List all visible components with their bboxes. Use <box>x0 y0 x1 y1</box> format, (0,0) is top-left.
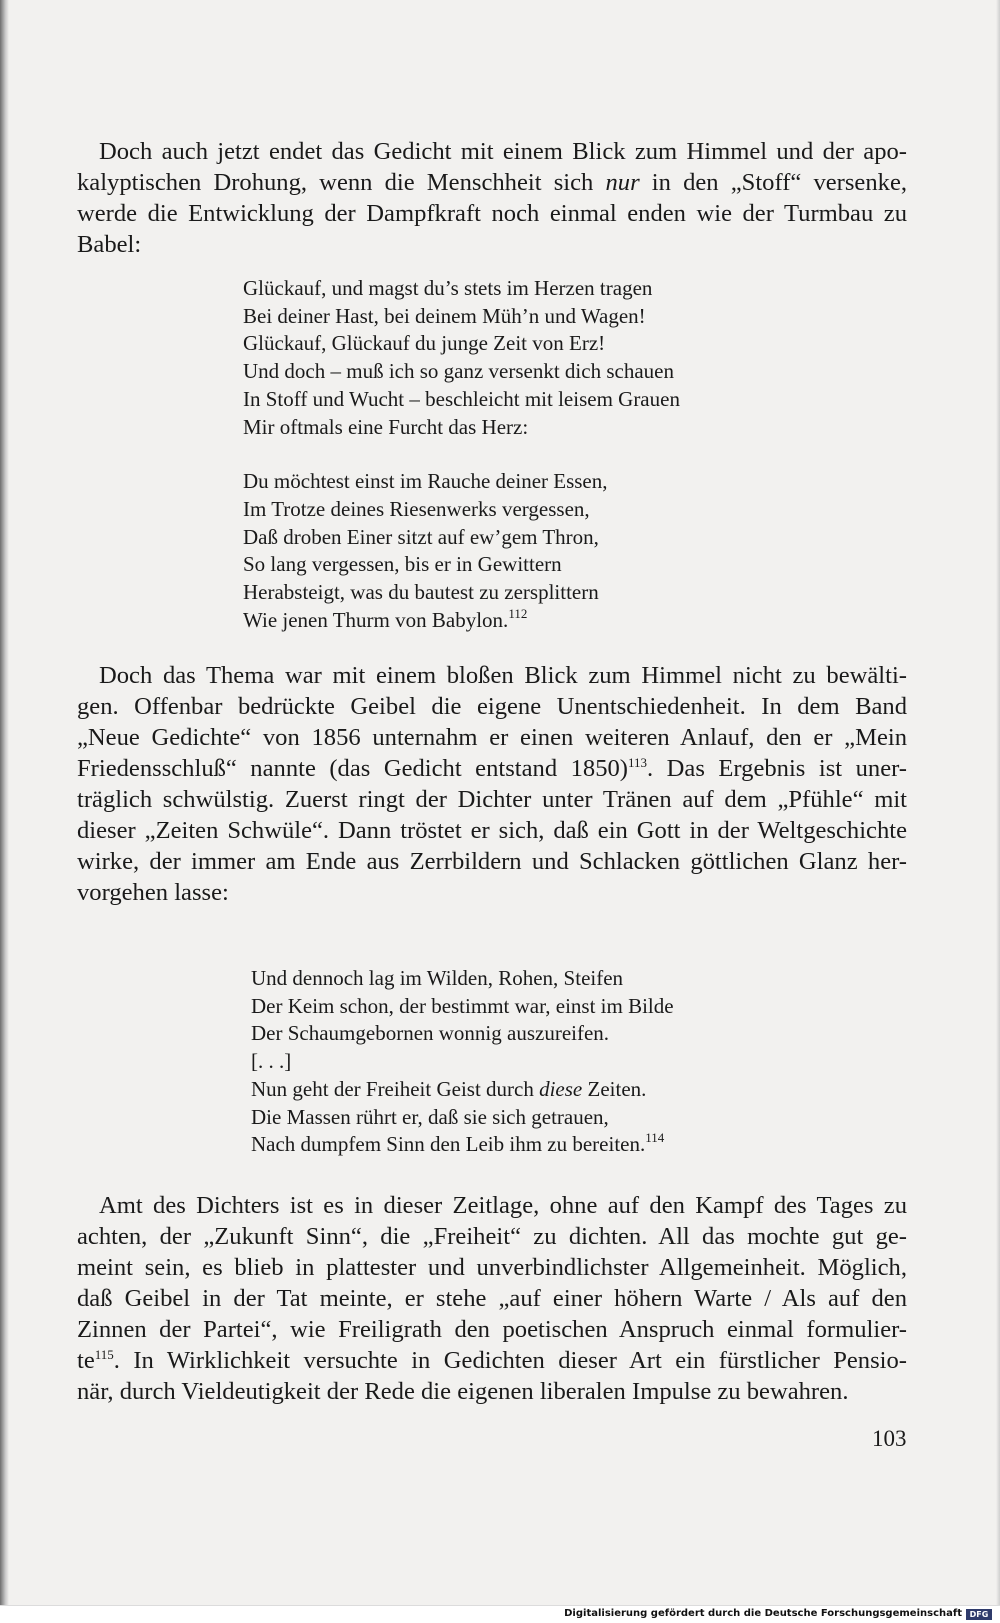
verse-line: Mir oftmals eine Furcht das Herz: <box>243 414 529 439</box>
verse-quote-1 <box>243 275 680 634</box>
paragraph-2 <box>77 660 907 908</box>
verse-line: Bei deiner Hast, bei deinem Müh’n und Wagen! <box>243 303 646 328</box>
footnote-ref: 115 <box>94 1347 114 1362</box>
text-line: Zinnen der Partei“, wie Freiligrath den poetischen Anspruch einmal formulier- <box>77 1316 907 1343</box>
text-line: meint sein, es blieb in plattester und unverbindlichster Allgemeinheit. Möglich, <box>77 1254 907 1281</box>
text-line: daß Geibel in der Tat meinte, er stehe „auf einer höhern Warte / Als auf den <box>77 1285 907 1312</box>
text-line: achten, der „Zukunft Sinn“, die „Freiheit“ zu dichten. All das mochte gut ge- <box>77 1223 907 1250</box>
text-line: Friedensschluß“ nannte (das Gedicht entstand 1850)$^{113}$. Das Ergebnis ist uner- <box>77 755 907 782</box>
text-line: Babel: <box>77 231 142 258</box>
verse-line: Herabsteigt, was du bautest zu zersplittern <box>243 580 599 605</box>
verse-line: Im Trotze deines Riesenwerks vergessen, <box>243 496 590 521</box>
text-line: när, durch Vieldeutigkeit der Rede die eigenen liberalen Impulse zu bewahren. <box>77 1378 849 1405</box>
text-line: Doch das Thema war mit einem bloßen Blick zum Himmel nicht zu bewälti- <box>99 662 907 689</box>
verse-quote-2 <box>251 965 674 1159</box>
verse-line: Glückauf, Glückauf du junge Zeit von Erz! <box>243 331 606 356</box>
verse-ellipsis: [. . .] <box>251 1049 292 1074</box>
verse-line: Der Schaumgebornen wonnig auszureifen. <box>251 1021 610 1046</box>
italic-word: nur <box>605 169 640 196</box>
verse-line: Die Massen rührt er, daß sie sich getrauen, <box>251 1104 609 1129</box>
footnote-ref: 113 <box>628 755 648 770</box>
verse-line: So lang vergessen, bis er in Gewittern <box>243 552 562 577</box>
page-right-edge-shadow <box>996 0 1000 1623</box>
text-line: kalyptischen Drohung, wenn die Menschheit sich nur in den „Stoff“ versenke, <box>77 169 908 196</box>
verse-line: Du möchtest einst im Rauche deiner Essen, <box>243 469 608 494</box>
text-line: „Neue Gedichte“ von 1856 unternahm er einen weiteren Anlauf, den er „Mein <box>77 724 907 751</box>
verse-line: Nun geht der Freiheit Geist durch diese Zeiten. <box>251 1076 647 1101</box>
text-line: werde die Entwicklung der Dampfkraft noch einmal enden wie der Turmbau zu <box>77 200 907 227</box>
text-line: Doch auch jetzt endet das Gedicht mit einem Blick zum Himmel und der apo- <box>99 138 907 165</box>
text-line: gen. Offenbar bedrückte Geibel die eigene Unentschiedenheit. In dem Band <box>77 693 907 720</box>
verse-line: Und dennoch lag im Wilden, Rohen, Steifen <box>251 966 624 990</box>
verse-line: Und doch – muß ich so ganz versenkt dich schauen <box>243 359 674 384</box>
verse-line: Der Keim schon, der bestimmt war, einst im Bilde <box>251 993 674 1018</box>
digitization-footer <box>0 1605 1000 1623</box>
footnote-ref: 112 <box>508 605 528 621</box>
dfg-logo: DFG <box>966 1609 992 1620</box>
text-line: träglich schwülstig. Zuerst ringt der Dichter unter Tränen auf dem „Pfühle“ mit <box>77 786 907 813</box>
verse-line: Nach dumpfem Sinn den Leib ihm zu bereiten.$^{114}$ <box>251 1130 665 1157</box>
stanza-break <box>243 441 680 468</box>
verse-line: Wie jenen Thurm von Babylon.$^{112}$ <box>243 605 528 632</box>
paragraph-3 <box>77 1190 907 1407</box>
page-number: 103 <box>872 1426 907 1451</box>
text-line: $te^{115}$. In Wirklichkeit versuchte in Gedichten dieser Art ein fürstlicher Pensio- <box>77 1347 907 1374</box>
verse-line: In Stoff und Wucht – beschleicht mit leisem Grauen <box>243 386 680 411</box>
verse-line: Daß droben Einer sitzt auf ew’gem Thron, <box>243 524 599 549</box>
text-line: wirke, der immer am Ende aus Zerrbildern und Schlacken göttlichen Glanz her- <box>77 848 907 875</box>
text-line: Amt des Dichters ist es in dieser Zeitlage, ohne auf den Kampf des Tages zu <box>99 1192 907 1219</box>
text-line: vorgehen lasse: <box>77 879 229 906</box>
italic-word: diese <box>539 1076 583 1101</box>
page-left-edge-shadow <box>0 0 9 1623</box>
footnote-ref: 114 <box>645 1130 665 1146</box>
verse-line: Glückauf, und magst du’s stets im Herzen tragen <box>243 276 653 300</box>
text-line: dieser „Zeiten Schwüle“. Dann tröstet er sich, daß ein Gott in der Weltgeschichte <box>77 817 907 844</box>
paragraph-1 <box>77 136 907 260</box>
footer-credit: Digitalisierung gefördert durch die Deutsche Forschungsgemeinschaft <box>564 1608 962 1619</box>
